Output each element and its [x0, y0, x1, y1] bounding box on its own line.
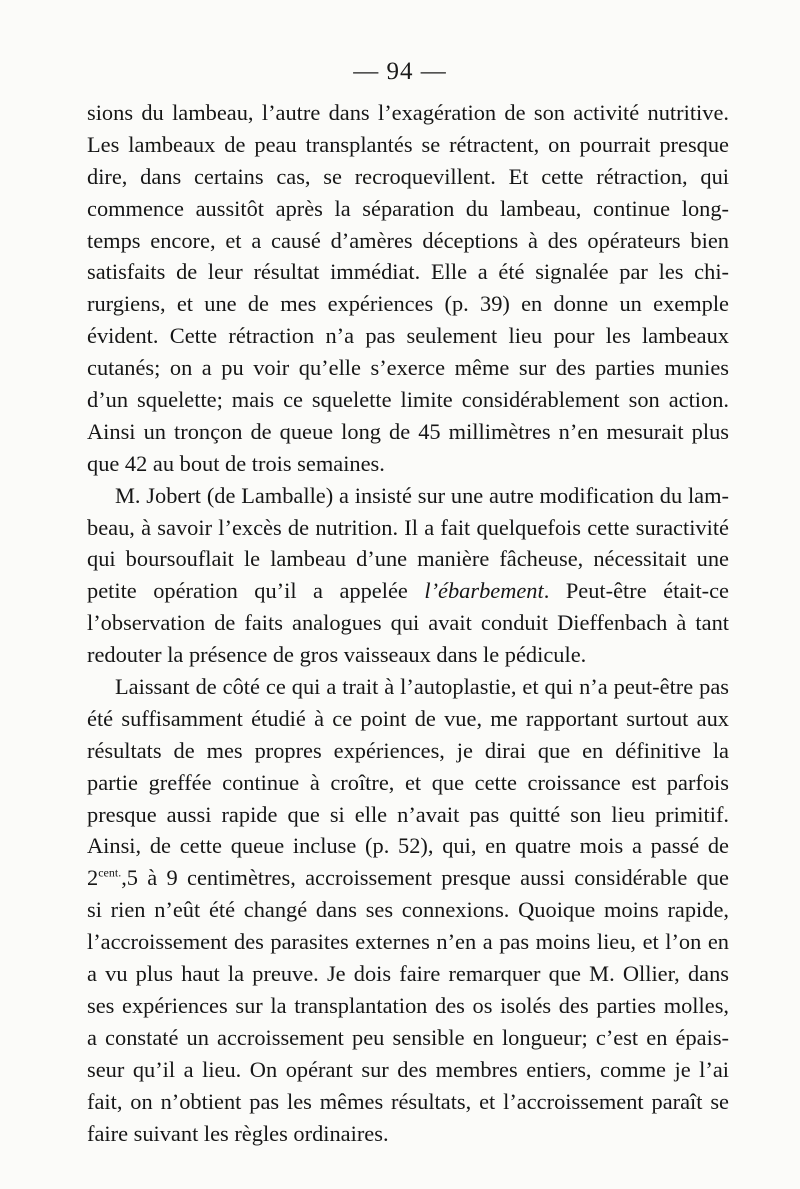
text-line: d’un squelette; mais ce squelette limite considérablement son action. — [87, 387, 729, 413]
text-line: l’observation de faits analogues qui avait conduit Dieffenbach à tant — [87, 610, 729, 636]
text-line — [87, 862, 729, 894]
text-line: a constaté un accroissement peu sensible en longueur; c’est en épais- — [87, 1024, 729, 1050]
text-line: commence aussitôt après la séparation du lambeau, continue long- — [87, 195, 729, 221]
page-number: — 94 — — [353, 58, 447, 85]
text-fragment: 2 — [87, 865, 99, 891]
text-line: beau, à savoir l’excès de nutrition. Il a fait quelquefois cette suractivité — [87, 514, 729, 540]
text-fragment: ,5 à 9 centimètres, accroissement presque aussi considérable que — [121, 865, 729, 891]
text-line: résultats de mes propres expériences, je dirai que en définitive la — [87, 737, 729, 763]
text-line: cutanés; on a pu voir qu’elle s’exerce même sur des parties munies — [87, 355, 729, 381]
text-line: redouter la présence de gros vaisseaux dans le pédicule. — [87, 642, 587, 668]
text-line: partie greffée continue à croître, et que cette croissance est parfois — [87, 769, 729, 795]
text-line: qui boursouflait le lambeau d’une manière fâcheuse, nécessitait une — [87, 546, 729, 572]
text-line: dire, dans certains cas, se recroquevillent. Et cette rétraction, qui — [87, 163, 729, 189]
text-line: été suffisamment étudié à ce point de vue, me rapportant surtout aux — [87, 705, 729, 731]
text-line: a vu plus haut la preuve. Je dois faire remarquer que M. Ollier, dans — [87, 961, 729, 987]
text-line: l’accroissement des parasites externes n’en a pas moins lieu, et l’on en — [87, 929, 729, 955]
superscript-unit: cent. — [98, 865, 122, 880]
text-line: sions du lambeau, l’autre dans l’exagération de son activité nutritive. — [87, 100, 729, 125]
text-line: temps encore, et a causé d’amères déceptions à des opérateurs bien — [87, 227, 729, 253]
text-line: fait, on n’obtient pas les mêmes résultats, et l’accroissement paraît se — [87, 1088, 729, 1114]
text-line: que 42 au bout de trois semaines. — [87, 450, 385, 476]
text-line: rurgiens, et une de mes expériences (p. 39) en donne un exemple — [87, 291, 729, 317]
text-fragment: . Peut-être était-ce — [543, 578, 730, 604]
text-line — [87, 575, 729, 607]
text-line: Ainsi un tronçon de queue long de 45 millimètres n’en mesurait plus — [87, 418, 729, 444]
text-line: faire suivant les règles ordinaires. — [87, 1120, 389, 1146]
text-line: évident. Cette rétraction n’a pas seulement lieu pour les lambeaux — [87, 323, 729, 349]
text-line: ses expériences sur la transplantation des os isolés des parties molles, — [87, 992, 729, 1018]
text-line: M. Jobert (de Lamballe) a insisté sur une autre modification du lam- — [115, 482, 729, 508]
text-line: satisfaits de leur résultat immédiat. Elle a été signalée par les chi- — [87, 259, 729, 285]
text-fragment: petite opération qu’il a appelée — [87, 578, 425, 604]
text-line: seur qu’il a lieu. On opérant sur des membres entiers, comme je l’ai — [87, 1056, 729, 1082]
text-line: Laissant de côté ce qui a trait à l’autoplastie, et qui n’a peut-être pas — [115, 674, 729, 700]
text-line: Les lambeaux de peau transplantés se rétractent, on pourrait presque — [87, 131, 729, 157]
italic-term: l’ébarbement — [424, 578, 544, 604]
text-line: presque aussi rapide que si elle n’avait pas quitté son lieu primitif. — [87, 801, 729, 827]
body-text — [87, 97, 729, 1149]
text-line: Ainsi, de cette queue incluse (p. 52), qui, en quatre mois a passé de — [87, 833, 729, 859]
text-line: si rien n’eût été changé dans ses connexions. Quoique moins rapide, — [87, 897, 729, 923]
